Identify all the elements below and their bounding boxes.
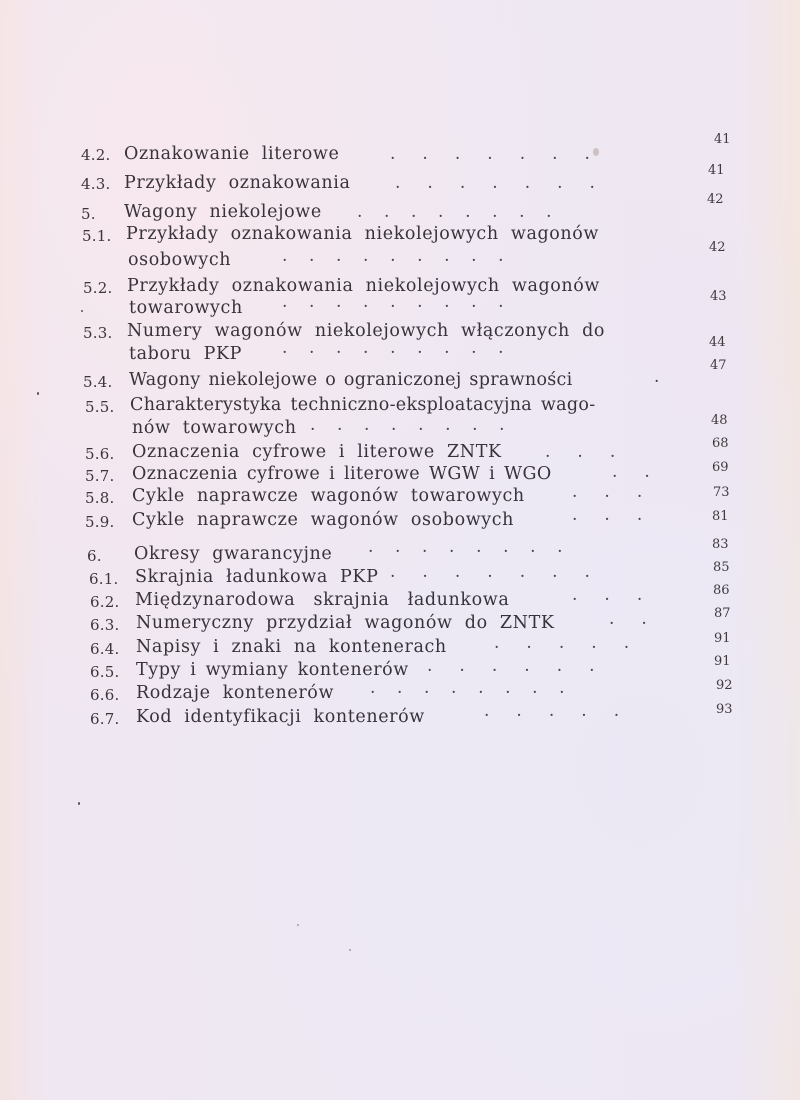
dot-leader: . . . xyxy=(572,482,643,502)
toc-entry-title: Wagony niekolejowe xyxy=(124,202,322,222)
toc-entry xyxy=(0,224,800,246)
toc-entry-title: Wagony niekolejowe o ograniczonej sprawności xyxy=(129,370,573,390)
toc-entry-title: Numery wagonów niekolejowych włączonych do xyxy=(127,321,606,341)
dot-leader: . . . . . . . . xyxy=(357,202,552,222)
toc-entry xyxy=(0,701,800,729)
dot-leader: . . . . . xyxy=(494,633,630,653)
toc-entry-page: 42 xyxy=(709,240,726,255)
dot-leader: . . . . . . . xyxy=(390,562,590,582)
toc-entry-number: 6.1. xyxy=(89,570,119,588)
toc-entry-title: Rodzaje kontenerów xyxy=(136,683,335,703)
dot-leader: . . . xyxy=(545,442,616,462)
toc-entry-number: 6.3. xyxy=(90,616,120,634)
toc-entry xyxy=(0,173,800,195)
toc-entry-page: 44 xyxy=(709,335,726,350)
toc-entry-page: 92 xyxy=(716,678,733,693)
dot-leader: . . . . . . . . . xyxy=(282,292,504,312)
toc-entry-page: 43 xyxy=(710,289,727,304)
toc-entry-number: 5.8. xyxy=(85,489,115,507)
toc-entry xyxy=(0,678,800,705)
toc-entry-number: 5.9. xyxy=(85,513,115,531)
dot-leader: . xyxy=(654,367,660,387)
paper-speck xyxy=(81,310,83,312)
toc-entry-number: 6.4. xyxy=(90,640,120,658)
toc-entry-title: Cykle naprawcze wagonów osobowych xyxy=(132,510,515,530)
dot-leader: . . . . . . . . xyxy=(310,415,505,435)
paper-speck xyxy=(349,949,351,951)
toc-entry-number: 6.7. xyxy=(90,710,120,728)
dot-leader: . . . xyxy=(572,585,643,605)
dot-leader: . . . . . . xyxy=(427,656,595,676)
toc-entry-title-cont: taboru PKP xyxy=(129,344,243,364)
toc-entry-title: Numeryczny przydział wagonów do ZNTK xyxy=(136,613,555,633)
toc-entry-title: Kod identyfikacji kontenerów xyxy=(136,707,425,727)
dot-leader: . . . . . xyxy=(484,701,620,721)
toc-entry xyxy=(0,585,800,612)
toc-entry-number: 5.2. xyxy=(83,279,113,297)
toc-entry-number: 6.6. xyxy=(90,686,120,704)
toc-entry-page: 69 xyxy=(712,460,729,475)
toc-entry-page: 41 xyxy=(708,163,725,178)
toc-entry-title-cont: towarowych xyxy=(129,298,243,318)
toc-entry-number: 5.5. xyxy=(85,398,115,416)
paper-speck xyxy=(78,802,80,805)
paper-speck xyxy=(297,924,299,926)
toc-entry xyxy=(0,367,800,392)
toc-entry-title: Napisy i znaki na kontenerach xyxy=(136,637,447,657)
toc-entry xyxy=(0,633,800,659)
paper-speck xyxy=(37,392,39,395)
toc-entry-number: 5. xyxy=(81,205,96,223)
toc-entry-number: 5.3. xyxy=(83,324,113,342)
toc-entry-page: 91 xyxy=(714,631,731,646)
toc-entry-title-cont: nów towarowych xyxy=(132,418,297,438)
toc-entry-title: Okresy gwarancyjne xyxy=(134,544,333,564)
toc-entry-title: Przykłady oznakowania niekolejowych wagonów xyxy=(127,276,601,296)
toc-entry xyxy=(0,562,800,589)
dot-leader: . . . . . . . . xyxy=(370,678,565,698)
toc-entry-number: 5.4. xyxy=(83,373,113,391)
toc-entry-title: Przykłady oznakowania xyxy=(124,173,351,193)
toc-entry-page: 83 xyxy=(712,537,729,552)
toc-entry-title: Przykłady oznakowania niekolejowych wagonów xyxy=(126,224,600,244)
toc-entry xyxy=(0,395,800,417)
paper-stain xyxy=(593,148,599,156)
toc-entry-page: 93 xyxy=(716,702,733,717)
toc-entry xyxy=(0,505,800,532)
toc-entry-page: 41 xyxy=(714,132,731,147)
toc-entry-number: 6.2. xyxy=(90,593,120,611)
toc-entry-number: 5.1. xyxy=(82,227,112,245)
toc-entry xyxy=(0,144,800,166)
toc-entry-title: Cykle naprawcze wagonów towarowych xyxy=(132,486,525,506)
toc-entry-page: 91 xyxy=(714,654,731,669)
toc-entry-page: 42 xyxy=(707,192,724,207)
toc-entry-title: Międzynarodowa skrajnia ładunkowa xyxy=(135,590,510,610)
toc-entry-number: 5.7. xyxy=(85,467,115,485)
toc-entry-number: 4.2. xyxy=(81,146,111,164)
toc-entry xyxy=(0,482,800,508)
toc-entry-title: Charakterystyka techniczno-eksploatacyjna wago- xyxy=(130,395,596,415)
toc-entry-page: 86 xyxy=(713,583,730,598)
dot-leader: . . . . . . . . xyxy=(368,537,563,557)
toc-entry-page: 87 xyxy=(714,606,731,621)
dot-leader: . . . . . . . xyxy=(395,173,595,193)
toc-entry-page: 48 xyxy=(711,413,728,428)
dot-leader: . . . xyxy=(572,505,643,525)
toc-entry xyxy=(0,464,800,486)
dot-leader: . . . . . . . . . xyxy=(282,246,504,266)
toc-entry-page: 81 xyxy=(712,509,729,524)
dot-leader: . . . . . . . xyxy=(390,144,590,164)
toc-entry-title: Oznaczenia cyfrowe i literowe WGW i WGO xyxy=(132,464,552,484)
toc-entry-continuation xyxy=(0,415,800,440)
toc-entry-number: 4.3. xyxy=(81,175,111,193)
dot-leader: . . . . . . . . . xyxy=(282,338,504,358)
toc-entry-title: Oznakowanie literowe xyxy=(124,144,340,164)
toc-entry-page: 85 xyxy=(713,560,730,575)
toc-entry-title-cont: osobowych xyxy=(128,250,232,270)
toc-entry-page: 73 xyxy=(713,485,730,500)
toc-entry-page: 68 xyxy=(712,436,729,451)
toc-entry-title: Typy i wymiany kontenerów xyxy=(136,660,409,680)
dot-leader: . . xyxy=(612,462,650,482)
toc-entry-number: 5.6. xyxy=(85,445,115,463)
toc-entry-number: 6.5. xyxy=(90,663,120,681)
toc-entry xyxy=(0,442,800,464)
toc-entry-title: Oznaczenia cyfrowe i literowe ZNTK xyxy=(132,442,502,462)
toc-entry-page: 47 xyxy=(710,358,727,373)
dot-leader: . . xyxy=(609,609,647,629)
toc-entry-title: Skrajnia ładunkowa PKP xyxy=(135,567,379,587)
toc-entry xyxy=(0,202,800,224)
toc-entry xyxy=(0,609,800,635)
toc-entry-number: 6. xyxy=(87,547,102,565)
